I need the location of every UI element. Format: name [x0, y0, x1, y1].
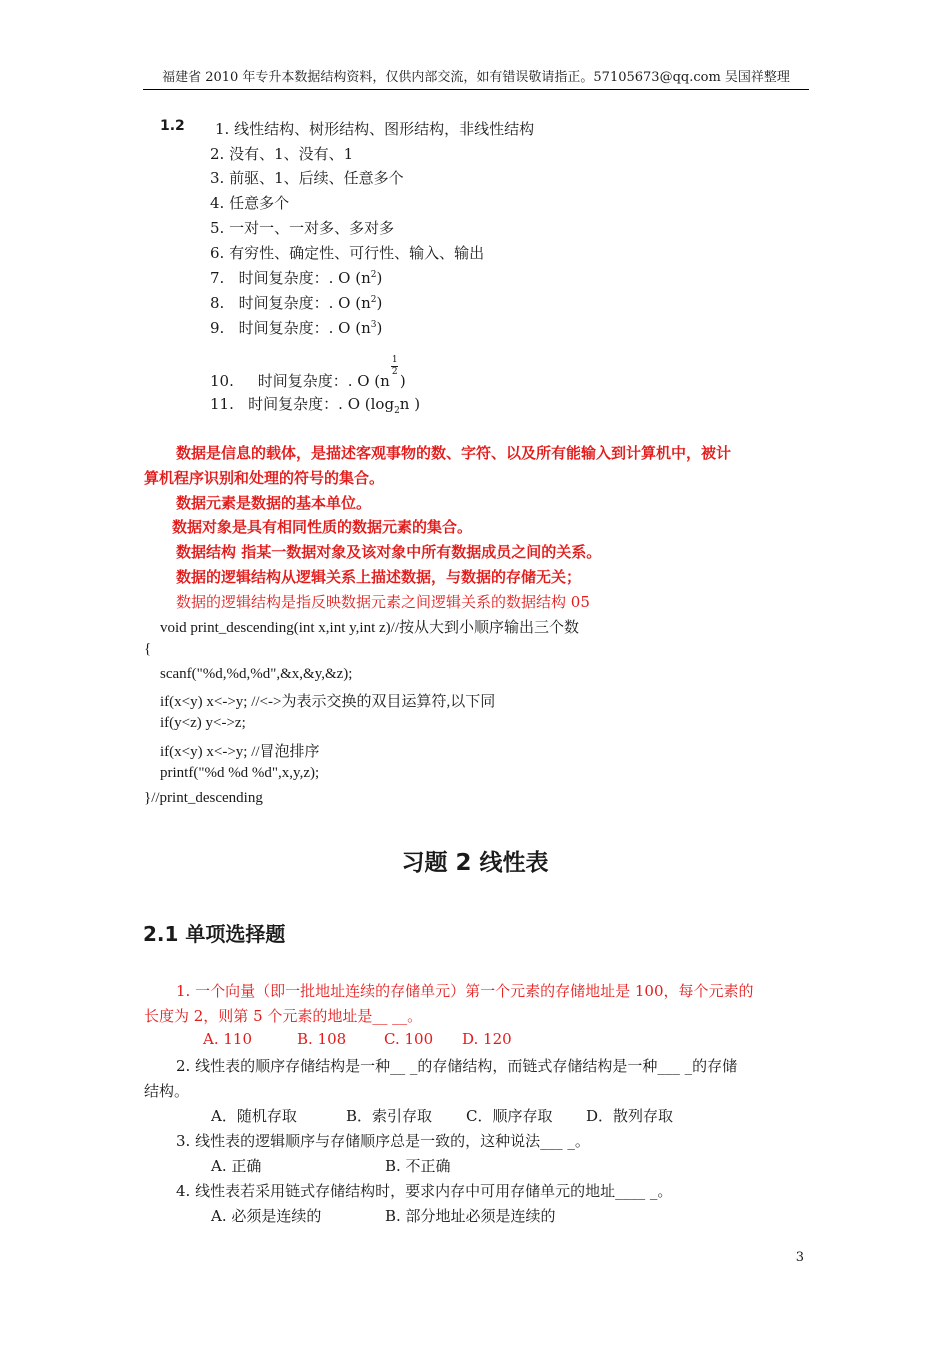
q1-option-c: C. 100 — [384, 1030, 434, 1048]
answer-tail: ) — [376, 269, 383, 287]
answer-6 — [210, 242, 484, 263]
question-2-cont: 结构。 — [144, 1082, 190, 1100]
answer-text: 没有、1、没有、1 — [229, 145, 354, 163]
q1-option-a: A. 110 — [203, 1030, 252, 1048]
answer-num: 6. — [210, 244, 225, 262]
answer-text: 前驱、1、后续、任意多个 — [229, 169, 404, 187]
q2-option-c: C．顺序存取 — [466, 1107, 553, 1125]
answer-text: 时间复杂度：. O (n — [257, 372, 390, 390]
question-2: 2. 线性表的顺序存储结构是一种__ _的存储结构，而链式存储结构是一种___ _的存储 — [176, 1057, 738, 1075]
exponent: 2 — [370, 270, 377, 280]
answer-text: 时间复杂度：. O (n — [238, 294, 371, 312]
answer-text: 时间复杂度：. O (n — [238, 319, 371, 337]
answer-10 — [210, 355, 406, 391]
q2-option-b: B．索引存取 — [346, 1107, 433, 1125]
q1-option-d: D. 120 — [462, 1030, 512, 1048]
code-line-6: if(x<y) x<->y; //冒泡排序 — [160, 744, 320, 760]
answer-3 — [210, 167, 404, 188]
answer-tail: ) — [376, 294, 383, 312]
answer-num: 5. — [210, 219, 225, 237]
log-base: 2 — [394, 406, 400, 416]
question-1: 1. 一个向量（即一批地址连续的存储单元）第一个元素的存储地址是 100，每个元素的 — [176, 982, 754, 1000]
answer-8 — [210, 292, 382, 313]
q3-option-b: B. 不正确 — [385, 1157, 451, 1175]
answer-num: 1. — [215, 120, 230, 138]
answer-text: 有穷性、确定性、可行性、输入、输出 — [229, 244, 485, 262]
answer-text: 一对一、一对多、多对多 — [229, 219, 395, 237]
q3-option-a: A. 正确 — [211, 1157, 262, 1175]
answer-9 — [210, 317, 382, 338]
answer-7 — [210, 267, 382, 288]
definition-3: 数据对象是具有相同性质的数据元素的集合。 — [172, 518, 473, 536]
section-label: 1.2 — [160, 118, 185, 134]
answer-num: 8. — [210, 294, 225, 312]
code-line-4: if(x<y) x<->y; //<->为表示交换的双目运算符,以下同 — [160, 694, 496, 710]
code-line-3: scanf("%d,%d,%d",&x,&y,&z); — [160, 666, 353, 682]
answer-11 — [210, 393, 420, 416]
page-header: 福建省 2010 年专升本数据结构资料，仅供内部交流，如有错误敬请指正。57105673@qq.com 吴国祥整理 — [143, 66, 809, 90]
question-1-cont: 长度为 2，则第 5 个元素的地址是__ __。 — [144, 1007, 423, 1025]
exponent: 3 — [370, 320, 377, 330]
answer-tail: ) — [376, 319, 383, 337]
answer-tail: n ) — [399, 395, 421, 413]
code-line-8: }//print_descending — [144, 790, 263, 806]
definition-1-cont: 算机程序识别和处理的符号的集合。 — [144, 469, 385, 487]
answer-num: 2. — [210, 145, 225, 163]
definition-1: 数据是信息的载体，是描述客观事物的数、字符、以及所有能输入到计算机中，被计 — [176, 444, 732, 462]
fraction-denominator: 2 — [391, 367, 398, 377]
q2-option-d: D．散列存取 — [586, 1107, 674, 1125]
q2-option-a: A．随机存取 — [211, 1107, 297, 1125]
answer-num: 4. — [210, 194, 225, 212]
answer-tail: ) — [399, 372, 406, 390]
code-line-2: { — [144, 641, 152, 657]
code-line-1: void print_descending(int x,int y,int z)//按从大到小顺序输出三个数 — [160, 620, 579, 636]
answer-text: 任意多个 — [229, 194, 290, 212]
q4-option-b: B. 部分地址必须是连续的 — [385, 1207, 556, 1225]
definition-4: 数据结构 指某一数据对象及该对象中所有数据成员之间的关系。 — [176, 543, 602, 561]
definition-6: 数据的逻辑结构是指反映数据元素之间逻辑关系的数据结构 05 — [176, 593, 590, 611]
answer-text: 时间复杂度：. O (log — [248, 395, 395, 413]
answer-2 — [210, 143, 353, 164]
answer-num: 7. — [210, 269, 225, 287]
section-title: 2.1 单项选择题 — [143, 922, 286, 946]
page-number: 3 — [795, 1250, 804, 1265]
answer-text: 线性结构、树形结构、图形结构，非线性结构 — [234, 120, 535, 138]
definition-5: 数据的逻辑结构从逻辑关系上描述数据，与数据的存储无关； — [176, 568, 582, 586]
question-4: 4. 线性表若采用链式存储结构时，要求内存中可用存储单元的地址____ _。 — [176, 1182, 673, 1200]
definition-2: 数据元素是数据的基本单位。 — [176, 494, 372, 512]
answer-num: 10. — [210, 372, 234, 390]
code-line-5: if(y<z) y<->z; — [160, 715, 246, 731]
code-line-7: printf("%d %d %d",x,y,z); — [160, 765, 320, 781]
exponent: 2 — [370, 295, 377, 305]
answer-num: 9. — [210, 319, 225, 337]
fraction — [390, 355, 400, 380]
answer-num: 11. — [210, 395, 234, 413]
answer-4 — [210, 192, 289, 213]
answer-num: 3. — [210, 169, 225, 187]
q1-option-b: B. 108 — [297, 1030, 347, 1048]
answer-text: 时间复杂度：. O (n — [238, 269, 371, 287]
question-3: 3. 线性表的逻辑顺序与存储顺序总是一致的，这种说法___ _。 — [176, 1132, 590, 1150]
chapter-title: 习题 2 线性表 — [401, 850, 549, 876]
fraction-numerator: 1 — [391, 355, 398, 365]
answer-5 — [210, 217, 394, 238]
answer-1 — [215, 118, 534, 139]
q4-option-a: A. 必须是连续的 — [211, 1207, 322, 1225]
